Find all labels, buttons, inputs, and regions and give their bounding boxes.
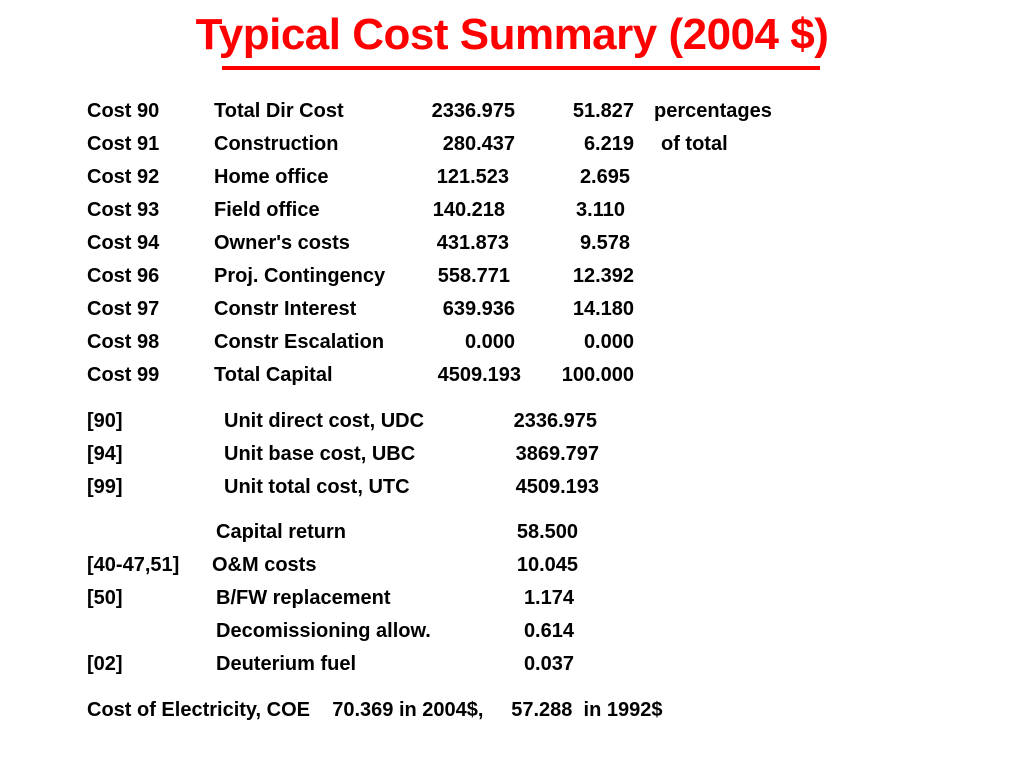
cost-percent: 0.000 (583, 331, 634, 353)
unit-cost-label: Unit base cost, UBC (224, 443, 416, 465)
cost-code: Cost 94 (87, 232, 160, 254)
coe-component-ref: [50] (87, 587, 123, 609)
coe-component-ref: [02] (87, 653, 123, 675)
cost-value: 2336.975 (431, 100, 515, 122)
cost-value: 121.523 (436, 166, 509, 188)
cost-value: 4509.193 (437, 364, 521, 386)
cost-item: Home office (214, 166, 329, 188)
cost-value: 280.437 (442, 133, 515, 155)
cost-item: Proj. Contingency (214, 265, 386, 287)
cost-value: 558.771 (437, 265, 510, 287)
unit-cost-label: Unit direct cost, UDC (224, 410, 425, 432)
cost-percent: 9.578 (579, 232, 630, 254)
unit-cost-ref: [94] (87, 443, 123, 465)
unit-cost-ref: [99] (87, 476, 123, 498)
cost-item: Field office (214, 199, 320, 221)
cost-code: Cost 92 (87, 166, 160, 188)
cost-code: Cost 93 (87, 199, 160, 221)
cost-percent: 100.000 (561, 364, 634, 386)
cost-item: Constr Escalation (214, 331, 385, 353)
cost-value: 0.000 (464, 331, 515, 353)
coe-component-label: Decomissioning allow. (216, 620, 431, 642)
unit-cost-value: 4509.193 (515, 476, 599, 498)
cost-code: Cost 99 (87, 364, 160, 386)
cost-value: 639.936 (442, 298, 515, 320)
unit-cost-value: 3869.797 (515, 443, 599, 465)
cost-percent: 14.180 (572, 298, 634, 320)
slide-title: Typical Cost Summary (2004 $) (195, 10, 829, 59)
cost-code: Cost 96 (87, 265, 160, 287)
coe-component-value: 1.174 (523, 587, 574, 609)
coe-component-value: 0.037 (523, 653, 574, 675)
cost-of-electricity-line: Cost of Electricity, COE 70.369 in 2004$, 57.288 in 1992$ (87, 699, 663, 721)
title-underline (222, 66, 820, 70)
coe-component-label: B/FW replacement (216, 587, 391, 609)
cost-note: percentages (654, 100, 772, 122)
cost-code: Cost 97 (87, 298, 160, 320)
unit-cost-label: Unit total cost, UTC (224, 476, 410, 498)
cost-value: 431.873 (436, 232, 509, 254)
cost-value: 140.218 (432, 199, 505, 221)
cost-percent: 3.110 (576, 199, 625, 221)
unit-cost-value: 2336.975 (513, 410, 597, 432)
cost-percent: 12.392 (572, 265, 634, 287)
coe-component-label: O&M costs (212, 554, 317, 576)
cost-item: Total Dir Cost (214, 100, 344, 122)
coe-component-value: 0.614 (523, 620, 574, 642)
coe-component-label: Deuterium fuel (216, 653, 357, 675)
cost-item: Construction (214, 133, 339, 155)
cost-percent: 6.219 (583, 133, 634, 155)
cost-item: Constr Interest (214, 298, 357, 320)
coe-component-ref: [40-47,51] (87, 554, 180, 576)
cost-percent: 2.695 (579, 166, 630, 188)
coe-component-label: Capital return (216, 521, 347, 543)
cost-item: Total Capital (214, 364, 333, 386)
cost-note: of total (661, 133, 728, 155)
coe-component-value: 10.045 (516, 554, 578, 576)
cost-code: Cost 91 (87, 133, 160, 155)
cost-percent: 51.827 (572, 100, 634, 122)
cost-code: Cost 98 (87, 331, 160, 353)
cost-item: Owner's costs (214, 232, 350, 254)
coe-component-value: 58.500 (516, 521, 578, 543)
cost-code: Cost 90 (87, 100, 160, 122)
unit-cost-ref: [90] (87, 410, 123, 432)
